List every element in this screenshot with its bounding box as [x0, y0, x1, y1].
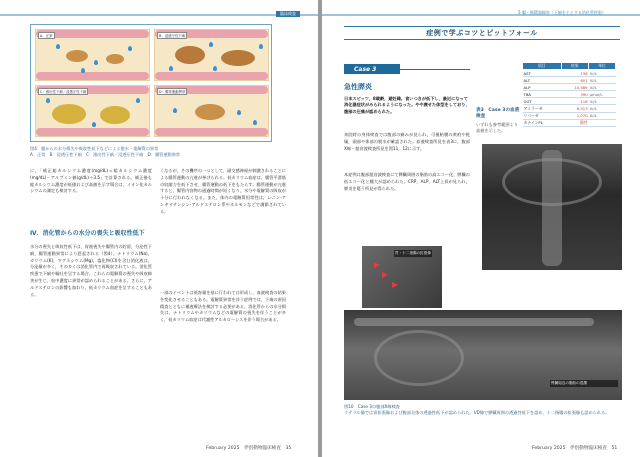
table-header: 結果 — [561, 63, 589, 70]
water-drop-icon — [94, 60, 98, 65]
xray-label: 胃・十二指腸の拡張像 — [395, 251, 431, 255]
figure-10-caption: 図10 Case 3の腹部X線検査 ラテラル像では胃拡張像および腹部全体の透過性低下が認められた。VD像で膵臓周囲の透過性低下を認め，十二指腸の拡張像も認められる。 — [344, 404, 610, 415]
table-row — [523, 105, 616, 112]
lab-value: 10,589 — [561, 84, 589, 91]
water-drop-icon — [253, 120, 257, 125]
header-rule — [0, 14, 318, 16]
arrow-icon — [382, 272, 388, 278]
table-header: 単位 — [589, 63, 616, 70]
table-row — [523, 70, 616, 77]
lab-table — [522, 62, 616, 127]
nutrient-cluster — [52, 104, 86, 124]
arrow-icon — [374, 262, 380, 268]
lab-item: リパーゼ — [523, 112, 562, 119]
lab-unit: IU/L — [589, 105, 616, 112]
arrow-icon — [392, 282, 398, 288]
water-drop-icon — [56, 44, 60, 49]
lab-unit: IU/L — [589, 70, 616, 77]
lab-unit: IU/L — [589, 77, 616, 84]
water-drop-icon — [173, 108, 177, 113]
table-note: いずれも参考範囲より高値を示した。 — [476, 122, 518, 133]
section-title-band — [344, 26, 620, 40]
body-paragraph: に，「補正総カルシウム濃度(mg/dL)＝総カルシウム濃度(mg/dL)－アルブミン値(g/dL)＋3.5」で計算される。補正後も総カルシウム濃度が低値および高値を示す場合は，イオン化カルシウムの測定も検討する。 — [30, 168, 152, 194]
case-lead: 日本スピッツ，8歳齢，避妊雌。食いつきが低下し，最近になって消化器症状がみられるようになった。やや痩せた体型をしており，腹部の圧痛が認められた。 — [344, 96, 470, 114]
xray-vd-image — [482, 144, 622, 270]
mucosa-bottom — [155, 128, 268, 136]
spine-shadow — [354, 318, 594, 326]
body-paragraph: 本症例は腹部超音波検査にて膵臓周囲の脂肪の高エコー化，膵臓の低エコー化と腫大が認められた。CRP，ALP，ALT上昇が見られ，膵炎を疑う所見が得られた。 — [344, 172, 470, 191]
lab-item: ALT — [523, 77, 562, 84]
section-heading: Ⅳ．消化管からの水分の喪失と吸収性低下 — [30, 230, 145, 237]
lab-unit: IU/L — [589, 112, 616, 119]
lab-unit — [589, 119, 616, 126]
case-badge: Case 3 — [344, 64, 400, 74]
lab-item: カナインPL — [523, 119, 562, 126]
lab-unit: μmol/L — [589, 91, 616, 98]
ribcage-shadow — [502, 158, 602, 206]
case-rule — [400, 69, 470, 70]
water-drop-icon — [136, 98, 140, 103]
water-drop-icon — [209, 42, 213, 47]
lab-value: 601 — [561, 77, 589, 84]
water-drop-icon — [128, 46, 132, 51]
water-drop-icon — [213, 66, 217, 71]
nutrient-cluster — [175, 46, 205, 64]
panel-b-label: B：浸透圧性下痢 — [159, 34, 186, 38]
water-drop-icon — [169, 66, 173, 71]
right-page — [322, 0, 640, 457]
lab-unit: IU/L — [589, 98, 616, 105]
panel-c — [35, 85, 150, 137]
mucosa-bottom — [36, 72, 149, 80]
lab-value: 1,070 — [561, 112, 589, 119]
mucosa-bottom — [36, 128, 149, 136]
table-row — [523, 98, 616, 105]
panel-c-label: C：滲出性下痢／浸透圧性下痢 — [40, 90, 87, 94]
panel-a-label: A：正常 — [40, 34, 53, 38]
xray-inset-image — [362, 246, 442, 308]
body-paragraph: 一部のイベントは低容量を基に行われては形成し，血液検査の結果を変化させることもある。電解質異常を伴う症例では，下痢の原因精査とともに補液療法を検討する必要がある。消化管からの水分損失は，ナトリウムやカリウムなどの電解質の喪失を伴うことが多く，低カリウム血症は代謝性アルカローシスを伴う場合がある。 — [160, 290, 286, 323]
table-row — [523, 112, 616, 119]
lab-unit: IU/L — [589, 84, 616, 91]
case-heading: 急性膵炎 — [344, 83, 372, 91]
figure-4-caption: 図4 腸からの水分損失や吸収性低下などによる脱水・電解質の異常 A：正常 B：浸透圧性下痢 C：滲出性下痢／浸透圧性下痢 D：腸管運動異常 — [30, 146, 181, 157]
nutrient-cluster — [66, 50, 88, 62]
water-drop-icon — [237, 110, 241, 115]
water-drop-icon — [92, 122, 96, 127]
lab-item: ALP — [523, 84, 562, 91]
body-paragraph: 来院時の身体検査では腹部の痛みが見られ，可視粘膜の黄疸や乾燥，頭部や体部の脱水が確認された。血液検査所見を表3に，腹部X線・超音波検査所見を図11，12に示す。 — [344, 132, 470, 151]
table-title: 表3 Case 3の血液検査 — [476, 108, 520, 119]
table-row — [523, 77, 616, 84]
table-header: 項目 — [523, 63, 562, 70]
header-tab: 臨床検査 — [276, 11, 300, 17]
table-row — [523, 119, 616, 126]
lab-item: AST — [523, 70, 562, 77]
body-paragraph: くなるが，その機序の一つとして，副交感神経が刺激されることによる腸管運動の亢進が挙げられる。低カリウム血症は，腸管平滑筋の収縮力を低下させ，腸管運動の低下をもたらす。腸管運動が亢進すると，腸管内容物の通過時間が短くなり，水分や電解質の吸収が十分に行われなくなる。また，体内の電解質恒常性は，レニン-アンギオテンシン-アルドステロン系やホルモンなどで調節されている。 — [160, 168, 286, 214]
panel-b — [154, 29, 269, 81]
left-page — [0, 0, 318, 457]
figure-4 — [30, 24, 272, 142]
water-drop-icon — [259, 44, 263, 49]
lab-item: アミラーゼ — [523, 105, 562, 112]
panel-d — [154, 85, 269, 137]
water-drop-icon — [46, 98, 50, 103]
nutrient-cluster — [195, 104, 225, 120]
nutrient-cluster — [106, 54, 124, 64]
lab-item: GGT — [523, 98, 562, 105]
page-footer: February 2025 伴侶動物臨床検査 51 — [532, 446, 618, 451]
panel-a — [35, 29, 150, 81]
lab-value: 138 — [561, 70, 589, 77]
ribcage-shadow — [374, 330, 464, 386]
body-paragraph: 水分の喪失と吸収性低下は，胃液喪失や腸管内の貯留，分泌性下痢，腸管運動異常により惹起される（図4）。ナトリウム(Na)，カリウム(K)，マグネシウム(Mg)，塩化物(Cl)を含む消化液は，分泌量が多く，その多くは消化管内で再吸収されている。消化管疾患で下痢や嘔吐を呈する場合，これらの電解質の喪失や吸収障害が生じ，血中濃度に異常が認められることがある。さらに，アルドステロンの影響も加わり，低カリウム血症を呈することもある。 — [30, 244, 152, 297]
lab-value: 390 — [561, 91, 589, 98]
nutrient-cluster — [221, 50, 255, 66]
water-drop-icon — [81, 68, 85, 73]
lab-value: 陽性 — [561, 119, 589, 126]
section-title: 症例で学ぶコツとピットフォール — [426, 29, 538, 37]
xray-lateral-image — [344, 310, 622, 400]
panel-d-label: D：腸管運動異常 — [159, 90, 186, 94]
lab-value: 6,513 — [561, 105, 589, 112]
lab-value: 118 — [561, 98, 589, 105]
mucosa-bottom — [155, 72, 268, 80]
header-tab: 5 腸・循環器障害（下痢を主とする消化管疾患） — [518, 10, 606, 15]
lab-item: TBA — [523, 91, 562, 98]
table-row — [523, 91, 616, 98]
table-row — [523, 84, 616, 91]
xray-note: 腎臓周辺の脂肪の混濁 — [550, 380, 618, 387]
page-footer: February 2025 伴侶動物臨床検査 35 — [206, 446, 292, 451]
nutrient-cluster — [100, 106, 130, 124]
